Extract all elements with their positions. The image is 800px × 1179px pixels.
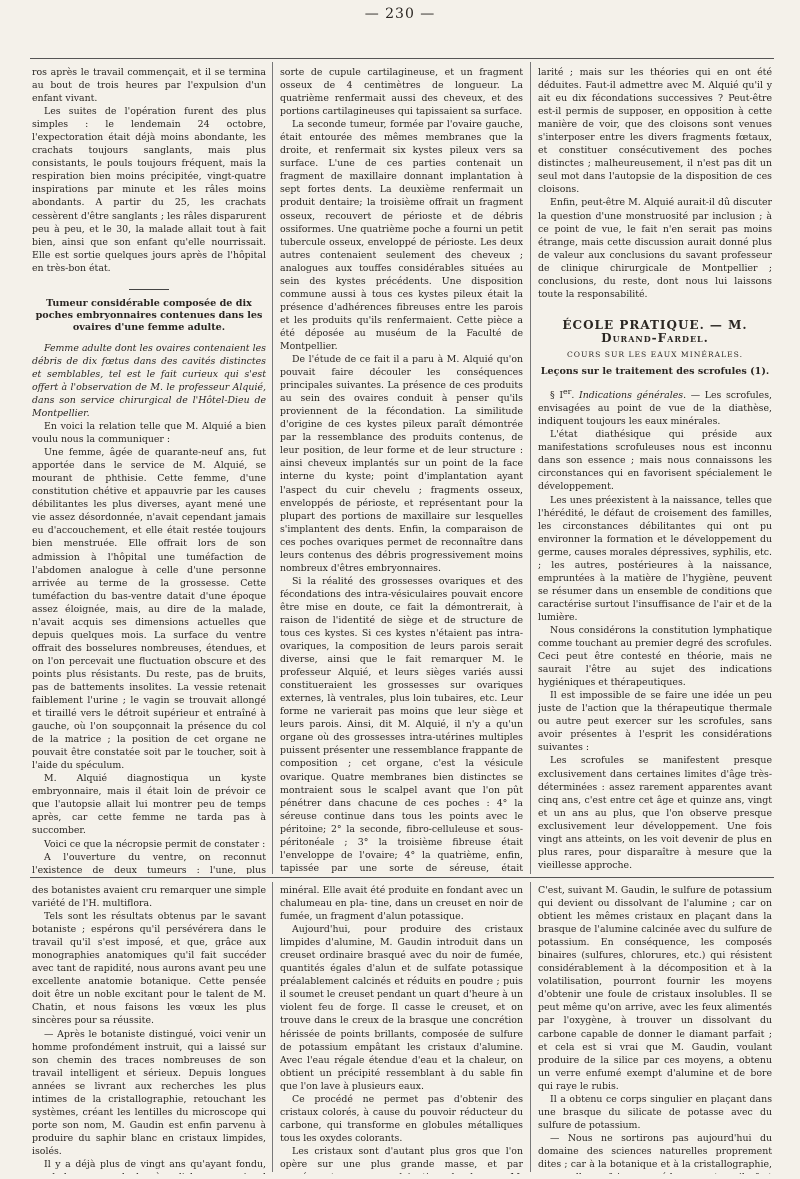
paragraph [32, 342, 266, 420]
paragraph: En voici la relation telle que M. Alquié a bien voulu nous la communiquer : [32, 421, 266, 446]
paragraph: — Nous ne sortirons pas aujourd'hui du domaine des sciences naturelles proprement dites ; car à la botanique et à la cristallographie, [538, 1132, 772, 1170]
column-divider [272, 62, 273, 874]
paragraph: Une femme, âgée de quarante-neuf ans, fut apportée dans le service de M. Alquié, se mourant de phthisie. Cette femme, d'une constitution chétive et appauvrie par les causes débilitantes les plus diverses, ayant mené une vie assez désordonnée, n'avait cependant jamais eu d'accouchement, et elle était restée toujours bien menstruée. Elle offrait lors de son admission à l'hôpital une tuméfaction de l'abdomen analogue à celle d'une personne arrivée au terme de la grossesse. Cette tuméfaction du bas-ventre datait d'une époque assez éloignée, mais, au dire de la malade, n'avait acquis ses dimensions actuelles que depuis quelques mois. La surface du ventre offrait des bosselures nombreuses, étendues, et on l'on percevait une fluctuation obscure et des points plus résistants. Du reste, pas de bruits, pas de battements insolites. La vessie retenait faiblement l'urine ; le vagin se trouvait allongé et tiraillé vers le détroit supérieur et entraîné à gauche, où l'on soupçonnait la présence du col de la matrice ; la position de cet organe ne pouvait être constatée soit par le toucher, soit à l'aide du spéculum. [32, 447, 266, 772]
section-title [538, 319, 772, 345]
heading-rule [129, 289, 169, 290]
column-5 [280, 884, 523, 1174]
column-1 [32, 66, 266, 874]
section-author: Durand-Fardel. [601, 330, 709, 345]
paragraph: Voici ce que la nécropsie permit de constater : [44, 838, 266, 850]
paragraph: larité ; mais sur les théories qui en ont été déduites. Faut-il admettre avec M. Alquié qu'il y ait eu dix fécondations successives ? Peut-être est-il permis de supposer, en opposition à cette manière de voir, que des cloisons sont venues s'interposer entre les divers fragments fœtaux, et constituer consécutivement des poches distinctes ; malheureusement, il n'est pas dit un seul mot dans l'autopsie de la disposition de ces cloisons. [538, 67, 772, 196]
paragraph [538, 385, 772, 428]
paragraph-text: Femme adulte dont les ovaires contenaient les débris de dix fœtus dans des cavités distinctes et semblables, tel est le fait curieux qui s'est offert à l'observation de M. le professeur Alquié, dans son service chirurgical de l'Hôtel-Dieu de Montpellier. [32, 342, 266, 419]
column-divider [530, 882, 531, 1172]
paragraph: Enfin, peut-être M. Alquié aurait-il dû discuter la question d'une monstruosité par inclusion ; à ce point de vue, le fait n'en serait pas moins étrange, mais cette discussion aurait donné plus de valeur aux conclusions du savant professeur de clinique chirurgicale de Montpellier ; conclusions, du reste, dont nous lui laissons toute la responsabilité. [538, 197, 772, 300]
paragraph: Nous considérons la constitution lymphatique comme touchant au premier degré des scrofules. Ceci peut être contesté en théorie, mais ne saurait l'être au sujet des indications hygiéniques et thérapeutiques. [538, 625, 772, 689]
paragraph [538, 872, 772, 874]
article-heading-text: Tumeur considérable composée de dix poches embryonnaires contenues dans les ovaires d'une femme adulte. [35, 297, 263, 333]
paragraph: ros après le travail commençait, et il se termina au bout de trois heures par l'expulsion d'un enfant vivant. [32, 67, 266, 105]
paragraph: Ce procédé ne permet pas d'obtenir des cristaux colorés, à cause du pouvoir réducteur du carbone, qui transforme en globules métalliques tous les oxydes colorants. [280, 1093, 523, 1144]
section-rule [30, 877, 774, 878]
paragraph: Il a obtenu ce corps singulier en plaçant dans une brasque du silicate de potasse avec du sulfure de potassium. [538, 1093, 772, 1131]
lesson-heading: Leçons sur le traitement des scrofules (1). [540, 365, 770, 377]
paragraph: Les scrofules se manifestent presque exclusivement dans certaines limites d'âge très-déterminées : assez rarement apparentes avant cinq ans, c'est entre cet âge et quinze ans, vingt et un ans au plus, que l'on observe presque exclusivement leur développement. Une fois vingt ans atteints, on les voit devenir de plus en plus rares, pour disparaître à mesure que la vieillesse approche. [538, 755, 772, 871]
section-title-text: ÉCOLE PRATIQUE. — M. [562, 317, 748, 332]
paragraph: Si la réalité des grossesses ovariques et des fécondations des intra-vésiculaires pouvait encore être mise en doute, ce fait la démontrerait, à raison de l'identité de siège et de structure de tous ces kystes. Si ces kystes n'étaient pas intra-ovariques, la composition de leurs parois serait diverse, ainsi que le fait remarquer M. le professeur Alquié, et leurs sièges variés aussi constitueraient les grossesses sur ovariques externes, là ventrales, plus loin tubaires, etc. Leur forme ne varierait pas moins que leur siège et leurs parois. Ainsi, dit M. Alquié, il n'y a qu'un organe où des grossesses intra-utérines multiples puissent présenter une ressemblance frappante de composition ; cet organe, c'est la vésicule ovarique. Quatre membranes bien distinctes se montraient sous le scalpel avant que l'on pût pénétrer dans chacune de ces poches : 4° la séreuse continue dans tous les points avec le péritoine; 2° la seconde, fibro-celluleuse et sous-péritonéale ; 3° la troisième fibreuse était l'enveloppe de l'ovaire; 4° la quatrième, enfin, tapissée par une sorte de séreuse, était [280, 575, 523, 874]
course-subheading: COURS SUR LES EAUX MINÉRALES. [566, 349, 744, 359]
paragraph: A l'ouverture du ventre, on reconnut l'existence de deux tumeurs : l'une, plus [32, 851, 266, 874]
column-2 [280, 66, 523, 874]
paragraph: Aujourd'hui, pour produire des cristaux limpides d'alumine, M. Gaudin introduit dans un creuset ordinaire brasqué avec du noir de fumée, quantités égales d'alun et de sulfate potassique préalablement calcinés et réduits en poudre ; puis il soumet le creuset pendant un quart d'heure à un violent feu de forge. Il casse le creuset, et on trouve dans le creux de la brasque une concrétion hérissée de points brillants, composée de sulfure de potassium empâtant les cristaux d'alumine. Avec l'eau régale étendue d'eau et la chaleur, on obtient un précipité ressemblant à du sable fin que l'on lave à plusieurs eaux. [280, 924, 523, 1092]
ordinal-suffix: er [563, 387, 572, 397]
paragraph: C'est, suivant M. Gaudin, le sulfure de potassium qui devient ou dissolvant de l'alumine ; car on obtient les mêmes cristaux en plaçant dans la brasque de l'alumine calcinée avec du sulfure de potassium. En conséquence, les composés binaires (sulfures, chlorures, etc.) qui résistent considérablement à la décomposition et à la volatilisation, pourront fournir les moyens d'obtenir une foule de cristaux insolubles. Il se peut même qu'on arrive, avec les feux alimentés par l'oxygène, à trouver un dissolvant du carbone capable de donner le diamant parfait ; et cela est si vrai que M. Gaudin, voulant produire de la silice par ces moyens, a obtenu un verre enfumé exempt d'alumine et de bore qui raye le rubis. [538, 885, 772, 1092]
paragraph: La seconde tumeur, formée par l'ovaire gauche, était entourée des mêmes membranes que la droite, et renfermait six kystes pileux vers sa surface. L'une de ces parties contenait un fragment de maxillaire donnant implantation à sept fortes dents. La deuxième renfermait un produit dentaire; la troisième offrait un fragment osseux, recouvert de périoste et de débris ossiformes. Une quatrième poche a fourni un petit tubercule osseux, enveloppé de périoste. Les deux autres contenaient seulement des cheveux ; analogues aux touffes considérables situées au sein des kystes précédents. Une disposition commune aussi à tous ces kystes pileux était la présence d'adhérences fibreuses entre les parois et les produits qu'ils renfermaient. Cette pièce a été déposée au muséum de la Faculté de Montpellier. [280, 119, 523, 352]
paragraph-text: — Les scrofules, envisagées au point de vue de la diathèse, indiquent toujours les eaux minérales. [538, 390, 772, 428]
paragraph-title: . Indications générales. [571, 390, 687, 402]
paragraph: M. Alquié diagnostiqua un kyste embryonnaire, mais il était loin de prévoir ce que l'autopsie allait lui montrer peu de temps après, car cette femme ne tarda pas à succomber. [32, 773, 266, 837]
column-divider [272, 882, 273, 1172]
paragraph: — Après le botaniste distingué, voici venir un homme profondément instruit, qui a laissé sur son chemin des traces nombreuses de son travail intelligent et sérieux. Depuis longues années se livrant aux recherches les plus intimes de la cristallographie, retouchant les systèmes, créant les lentilles du microscope qui porte son nom, M. Gaudin est enfin parvenu à produire du saphir blanc en cristaux limpides, isolés. [32, 1028, 266, 1157]
paragraph-label: § I [550, 390, 564, 402]
paragraph: Les cristaux sont d'autant plus gros que l'on opère sur une plus grande masse, et par [280, 1145, 523, 1170]
paragraph: sorte de cupule cartilagineuse, et un fragment osseux de 4 centimètres de longueur. La quatrième renfermait aussi des cheveux, et des portions cartilagineuses qui tapissaient sa surface. [280, 67, 523, 118]
paragraph: Les unes préexistent à la naissance, telles que l'hérédité, le défaut de croisement des familles, les circonstances débilitantes qui ont pu environner la formation et le développement du germe, causes morales dépressives, syphilis, etc. ; les autres, postérieures à la naissance, empruntées à la matière de l'hygiène, peuvent se résumer dans un ensemble de conditions que caractérise surtout l'insuffisance de l'air et de la lumière. [538, 494, 772, 623]
column-divider [530, 62, 531, 874]
paragraph: L'état diathésique qui préside aux manifestations scrofuleuses nous est inconnu dans son essence ; mais nous connaissons les circonstances qui en favorisent spécialement le développement. [538, 429, 772, 493]
paragraph: Il y a déjà plus de vingt ans qu'ayant fondu, [44, 1158, 266, 1170]
header-rule [30, 58, 774, 59]
paragraph: Il est impossible de se faire une idée un peu juste de l'action que la thérapeutique thermale ou autre peut exercer sur les scrofules, sans avoir présentes à l'esprit les considérations suivantes : [538, 690, 772, 754]
paragraph: De l'étude de ce fait il a paru à M. Alquié qu'on pouvait faire découler les conséquences principales suivantes. La présence de ces produits au sein des ovaires conduit à penser qu'ils proviennent de la fécondation. La similitude d'origine de ces kystes pileux paraît démontrée par la ressemblance des produits contenus, de leur position, de leur forme et de leur structure : ainsi cheveux implantés sur un point de la face interne du kyste; point d'implantation ayant l'aspect du cuir chevelu ; fragments osseux, enveloppés de périoste, et représentant pour la plupart des portions de maxillaire sur lesquelles s'implantent des dents. Enfin, la comparaison de ces poches ovariques permet de reconnaître dans leurs contenus des débris progressivement moins nombreux d'êtres embryonnaires. [280, 354, 523, 574]
paragraph: Tels sont les résultats obtenus par le savant botaniste ; espérons qu'il persévérera dans le travail qu'il s'est imposé, et que, grâce aux monographies anatomiques qu'il fait succéder avec tant de rapidité, nous aurons avant peu une excellente anatomie botanique. Cette pensée doit être un noble excitant pour le talent de M. Chatin, et nous faisons les vœux les plus sincères pour sa réussite. [32, 911, 266, 1027]
column-6 [538, 884, 772, 1174]
paragraph: Les suites de l'opération furent des plus simples : le lendemain 24 octobre, l'expectoration était déjà moins abondante, les crachats toujours sanglants, mais plus consistants, le pouls toujours fréquent, mais la respiration bien moins précipitée, vingt-quatre inspirations par minute et les râles moins abondants. A partir du 25, les crachats cessèrent d'être sanglants ; les râles disparurent peu à peu, et le 30, la malade allait tout à fait bien, ainsi que son enfant qu'elle nourrissait. Elle est sortie quelques jours après de l'hôpital en très-bon état. [32, 106, 266, 274]
page-number: — 230 — [364, 6, 436, 22]
column-4 [32, 884, 266, 1174]
paragraph: minéral. Elle avait été produite en fondant avec un chalumeau en pla- tine, dans un creuset en noir de fumée, un fragment d'alun potassique. [280, 885, 523, 923]
paragraph: des botanistes avaient cru remarquer une simple variété de l'H. multiflora. [32, 885, 266, 910]
article-heading [32, 289, 266, 334]
column-3 [538, 66, 772, 874]
